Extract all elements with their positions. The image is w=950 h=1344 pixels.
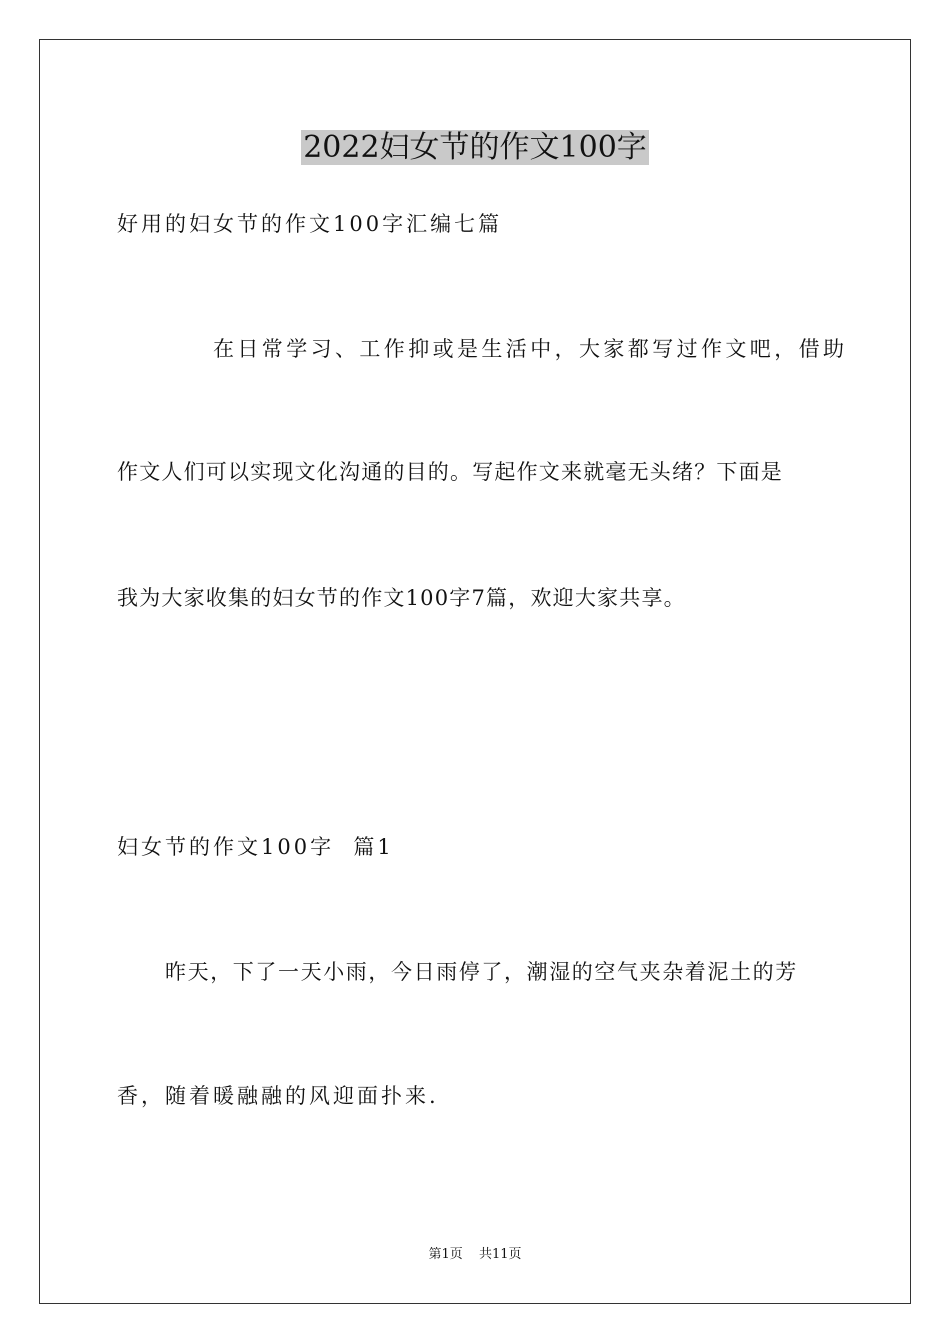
document-subtitle: 好用的妇女节的作文100字汇编七篇 <box>117 212 503 236</box>
document-title <box>0 126 950 170</box>
page-footer <box>0 1245 950 1265</box>
section-line-1: 昨天，下了一天小雨，今日雨停了，潮湿的空气夹杂着泥土的芳 <box>165 960 798 984</box>
intro-line-1: 在日常学习、工作抑或是生活中，大家都写过作文吧，借助 <box>213 337 848 361</box>
page-total: 共11页 <box>478 1247 522 1262</box>
document-title-text: 2022妇女节的作文100字 <box>303 130 647 165</box>
section-heading: 妇女节的作文100字 篇1 <box>117 835 394 859</box>
section-line-2: 香，随着暖融融的风迎面扑来. <box>117 1084 439 1108</box>
intro-line-2: 作文人们可以实现文化沟通的目的。写起作文来就毫无头绪？下面是 <box>117 460 783 484</box>
page-number: 第1页 <box>428 1247 463 1262</box>
intro-line-3: 我为大家收集的妇女节的作文100字7篇，欢迎大家共享。 <box>117 586 686 610</box>
